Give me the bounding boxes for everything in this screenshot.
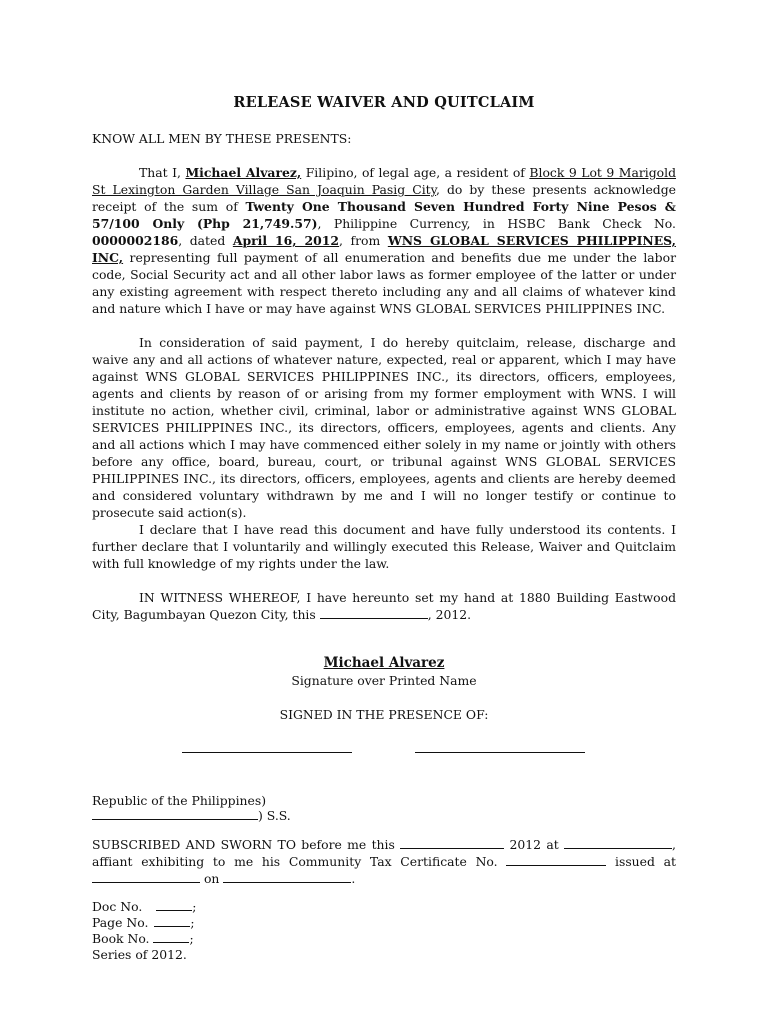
jurat-text-2: 2012 at — [504, 837, 565, 852]
p1-text-1: That I, — [139, 165, 186, 180]
ctc-number-blank — [506, 853, 606, 866]
page-number-blank — [154, 914, 190, 927]
series-line: Series of 2012. — [92, 947, 187, 962]
book-number-label: Book No. — [92, 931, 150, 946]
venue-blank — [92, 807, 258, 820]
check-number: 0000002186 — [92, 233, 179, 248]
p1-text-5: , dated — [178, 233, 233, 248]
p1-text-6: , from — [339, 233, 388, 248]
signatory-name: Michael Alvarez — [323, 655, 445, 671]
jurat-text-1: SUBSCRIBED AND SWORN TO before me this — [92, 837, 401, 852]
paragraph-witness — [92, 589, 676, 623]
venue-republic: Republic of the Philippines) — [92, 793, 267, 808]
paragraph-receipt — [92, 164, 676, 317]
page-number-end: ; — [190, 915, 195, 930]
page-number-line — [92, 914, 195, 931]
p1-text-2: Filipino, of legal age, a resident of — [301, 165, 530, 180]
witness-heading: SIGNED IN THE PRESENCE OF: — [279, 707, 489, 722]
venue-ss-line — [92, 807, 291, 824]
book-number-line — [92, 930, 194, 947]
book-number-end: ; — [189, 931, 194, 946]
venue-ss: ) S.S. — [258, 808, 291, 823]
jurat-text-6: . — [351, 871, 356, 886]
jurat-text-4: issued at — [606, 854, 676, 869]
book-number-blank — [153, 930, 189, 943]
p1-text-4: , Philippine Currency, in HSBC Bank Check No. — [317, 216, 676, 231]
paragraph-declaration: I declare that I have read this document and have fully understood its contents. I further declare that I voluntarily and willingly executed this Release, Waiver and Quitclaim with full knowledge of my rights under the law. — [92, 522, 676, 571]
releasor-address: Block 9 Lot 9 Marigold St Lexington Garden Village San Joaquin Pasig City — [92, 165, 677, 197]
doc-number-label: Doc No. — [92, 899, 143, 914]
doc-number-blank — [156, 898, 192, 911]
signature-caption: Signature over Printed Name — [291, 673, 477, 688]
ctc-date-blank — [223, 870, 351, 883]
jurat-paragraph — [92, 836, 676, 887]
amount-in-words: Twenty One Thousand Seven Hundred Forty Nine Pesos & 57/100 Only (Php 21,749.57) — [92, 199, 676, 231]
page-number-label: Page No. — [92, 915, 149, 930]
p1-text-7: representing full payment of all enumeration and benefits due me under the labor code, Social Security act and all other labor laws as former employee of the latter or under any existing agreement with respect thereto including any and all claims of whatever kind and nature which I have or may have against WNS GLOBAL SERVICES PHILIPPINES INC. — [92, 250, 676, 316]
jurat-place-blank — [564, 836, 672, 849]
witness-line-right — [415, 752, 585, 753]
intro-line: KNOW ALL MEN BY THESE PRESENTS: — [92, 131, 352, 146]
jurat-text-5: on — [200, 871, 224, 886]
p4-text-1: IN WITNESS WHEREOF, I have hereunto set my hand at 1880 Building Eastwood City, Bagumbayan Quezon City, this — [92, 590, 676, 622]
jurat-text-3: , affiant exhibiting to me his Community Tax Certificate No. — [92, 837, 676, 869]
ctc-place-blank — [92, 870, 200, 883]
doc-number-end: ; — [192, 899, 197, 914]
p4-text-2: , 2012. — [427, 607, 472, 622]
releasor-name: Michael Alvarez, — [185, 165, 302, 180]
paragraph-quitclaim: In consideration of said payment, I do hereby quitclaim, release, discharge and waive any and all actions of whatever nature, expected, real or apparent, which I may have against WNS GLOBAL SERVICES PHILIPPINES INC., its directors, officers, employees, agents and clients by reason of or arising from my former employment with WNS. I will institute no action, whether civil, criminal, labor or administrative against WNS GLOBAL SERVICES PHILIPPINES INC., its directors, officers, employees, agents and clients. Any and all actions which I may have commenced either solely in my name or jointly with others before any office, board, bureau, court, or tribunal against WNS GLOBAL SERVICES PHILIPPINES INC., its directors, officers, employees, agents and clients are hereby deemed and considered voluntary withdrawn by me and I will no longer testify or continue to prosecute said action(s). — [92, 335, 676, 520]
witness-date-blank — [320, 606, 428, 619]
witness-line-left — [182, 752, 352, 753]
company-name: WNS GLOBAL SERVICES PHILIPPINES, INC, — [92, 233, 676, 265]
check-date: April 16, 2012 — [232, 233, 340, 248]
document-title: RELEASE WAIVER AND QUITCLAIM — [233, 94, 535, 111]
p1-text-3: , do by these presents acknowledge receipt of the sum of — [92, 182, 676, 214]
doc-number-line — [92, 898, 196, 915]
jurat-date-blank — [400, 836, 504, 849]
